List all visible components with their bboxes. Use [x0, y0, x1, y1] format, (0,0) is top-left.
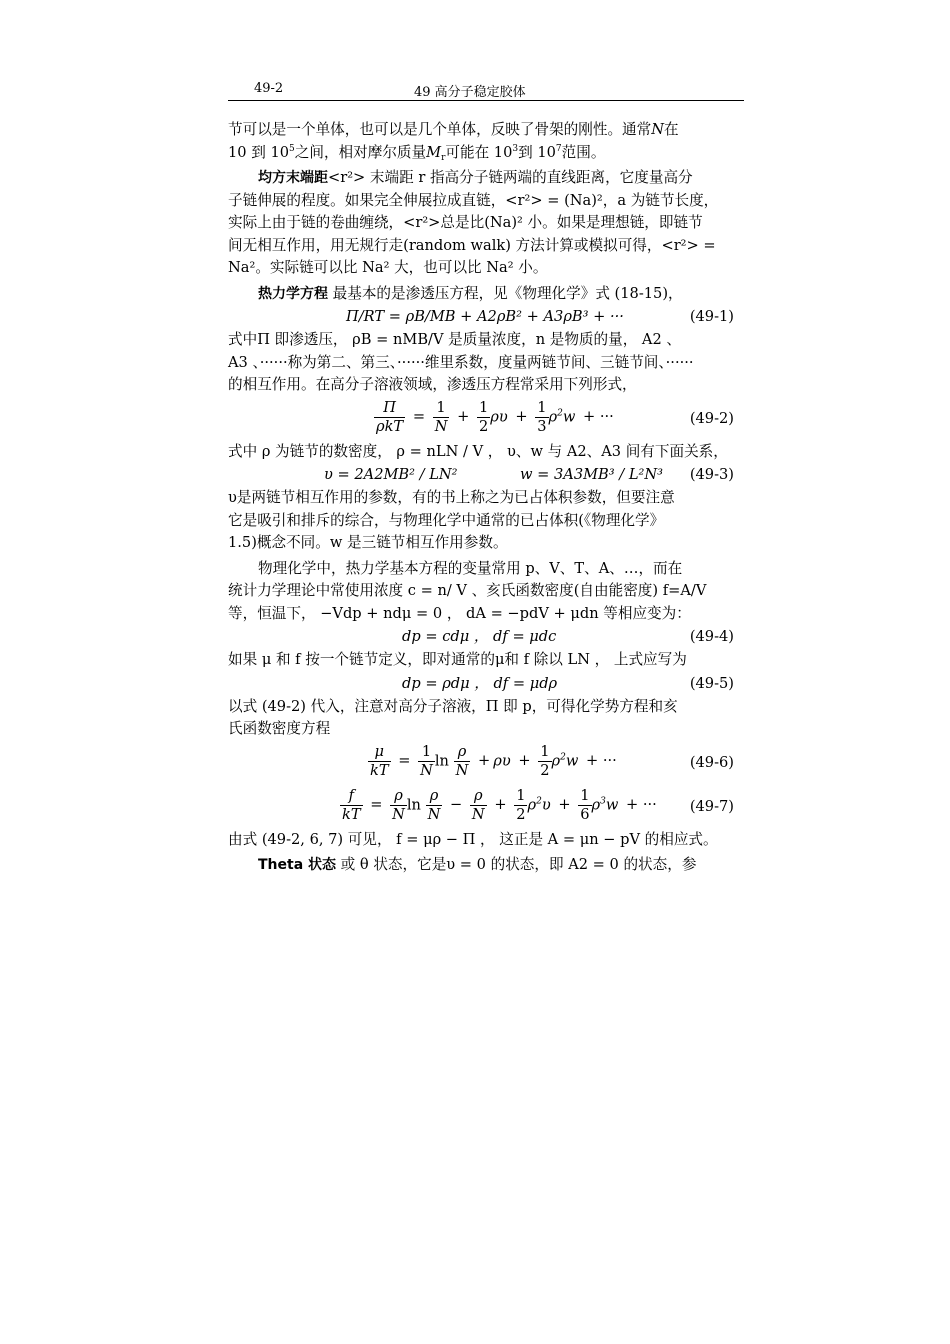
text-line: 式中Π 即渗透压， ρB = nMB/V 是质量浓度，n 是物质的量， A2 、	[228, 331, 681, 348]
text-line: 它是吸引和排斥的综合，与物理化学中通常的已占体积(《物理化学》	[228, 511, 665, 529]
text-line: 由式 (49-2, 6, 7) 可见， f = μρ − Π ， 这正是 A = μn − pV 的相应式。	[228, 830, 718, 848]
equation-number: (49-2)	[689, 409, 734, 427]
text-line: 等，恒温下， −Vdp + ndμ = 0 ， dA = −pdV + μdn 等相应变为：	[228, 604, 691, 622]
text-line: υ是两链节相互作用的参数，有的书上称之为已占体积参数，但要注意	[228, 489, 675, 506]
text-line: 氏函数密度方程	[228, 720, 331, 737]
text-line: 子链伸展的程度。如果完全伸展拉成直链，<r²> = (Na)²，a 为链节长度，	[228, 191, 719, 209]
text-line: Na²。实际链可以比 Na² 大，也可以比 Na² 小。	[228, 259, 548, 276]
text-line: 以式 (49-2) 代入，注意对高分子溶液，Π 即 p，可得化学势方程和亥	[228, 697, 678, 715]
text-line: 统计力学理论中常使用浓度 c = n/ V 、亥氏函数密度(自由能密度) f=A/V	[228, 582, 707, 599]
equation-49-5: dp = ρdμ ， df = μdρ (49-5)	[228, 672, 744, 696]
equation-49-1: Π/RT = ρB/MB + A2ρB² + A3ρB³ + ··· (49-1)	[228, 305, 744, 329]
text-line: A3 、······称为第二、第三、······维里系数，度量两链节间、三链节间、······	[228, 353, 694, 371]
equation-49-7: $\frac{f}{kT}$ = $\frac{\rho}{N}$ ln $\frac{\rho}{N}$ − $\frac{\rho}{N}$ + $\frac{1}{2}$ $\rho^2\upsilon$ + $\frac{1}{6}$ $\rho^3w$ + ··· (49-7)	[342, 786, 734, 823]
text-line: 式中 ρ 为链节的数密度， ρ = nLN / V ， υ、w 与 A2、A3 间有下面关系，	[228, 442, 728, 460]
text-line: 实际上由于链的卷曲缠绕，<r²>总是比(Na)² 小。如果是理想链，即链节	[228, 214, 703, 231]
text-line: 均方末端距<r²> 末端距 r 指高分子链两端的直线距离，它度量高分	[258, 169, 693, 186]
text-line: Theta 状态 或 θ 状态，它是υ = 0 的状态，即 A2 = 0 的状态，参	[258, 856, 697, 873]
equation-number: (49-5)	[689, 674, 734, 692]
text-line: 如果 μ 和 f 按一个链节定义，即对通常的μ和 f 除以 LN ， 上式应写为	[228, 651, 687, 668]
equation-number: (49-1)	[689, 308, 734, 325]
document-page	[228, 78, 744, 873]
equation-number: (49-7)	[689, 797, 734, 815]
term-heading: 均方末端距	[258, 170, 328, 186]
equation-number: (49-3)	[689, 466, 734, 483]
text-line: 10 到 $10^5$之间，相对摩尔质量$M_r$可能在 $10^3$到 $10^7$范围。	[228, 143, 606, 163]
header-rule	[228, 100, 744, 101]
text-line: 物理化学中，热力学基本方程的变量常用 p、V、T、A、…，而在	[258, 559, 683, 577]
equation-49-2: $\frac{\Pi}{\text{ρkT}}$ = $\frac{1}{N}$ + $\frac{1}{2}$ ρυ + $\frac{1}{3}$ $\rho^2w$ + ··· (49-2)	[376, 398, 734, 435]
page-number: 49-2	[254, 81, 284, 96]
term-heading: Theta 状态	[258, 857, 337, 873]
page-header	[228, 78, 744, 100]
text-line: 节可以是一个单体，也可以是几个单体，反映了骨架的刚性。通常N在	[228, 121, 679, 138]
equation-49-3: υ = 2A2MB² / LN² w = 3A3MB³ / L²N³ (49-3)	[228, 463, 744, 487]
equation-number: (49-4)	[689, 628, 734, 645]
text-line: 1.5)概念不同。w 是三链节相互作用参数。	[228, 534, 508, 551]
term-heading: 热力学方程	[258, 285, 328, 302]
text-line: 的相互作用。在高分子溶液领域，渗透压方程常采用下列形式，	[228, 376, 637, 393]
equation-49-4: dp = cdμ ， df = μdc (49-4)	[228, 625, 744, 649]
page-body	[228, 119, 744, 877]
text-line: 热力学方程 最基本的是渗透压方程，见《物理化学》式 (18-15)，	[258, 284, 683, 302]
equation-49-6: $\frac{\mu}{kT}$ = $\frac{1}{N}$ ln $\frac{\rho}{N}$ + ρυ + $\frac{1}{2}$ $\rho^2w$ + ··· (49-6)	[370, 742, 734, 779]
equation-number: (49-6)	[689, 753, 734, 771]
text-line: 间无相互作用，用无规行走(random walk) 方法计算或模拟可得，<r²> =	[228, 236, 716, 254]
running-title: 49 高分子稳定胶体	[414, 85, 526, 100]
